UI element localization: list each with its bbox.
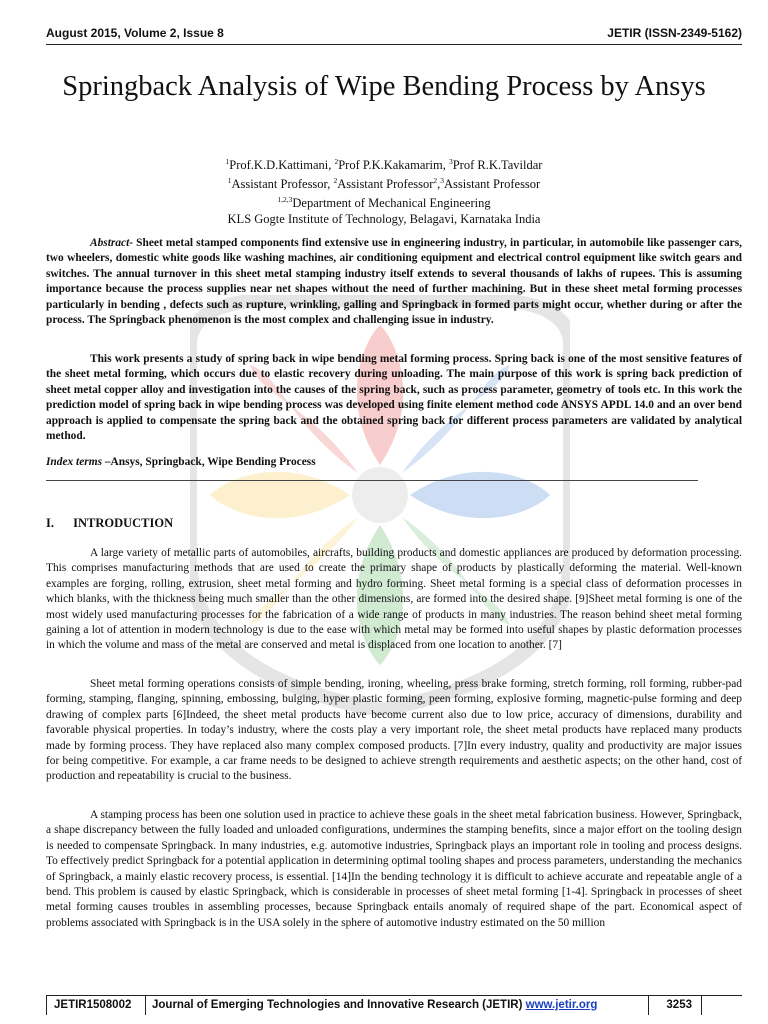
index-terms bbox=[46, 455, 742, 470]
journal-issn: JETIR (ISSN-2349-5162) bbox=[607, 26, 742, 40]
journal-name: Journal of Emerging Technologies and Innovative Research (JETIR) bbox=[152, 999, 526, 1011]
abstract-divider bbox=[46, 480, 698, 481]
author-2-sup: 2 bbox=[334, 157, 339, 166]
intro-paragraph-1: A large variety of metallic parts of automobiles, aircrafts, building products and domestic appliances are produced by deformation processing. This comprises manufacturing methods that are used to create the primary shape of products by plastically deforming the material. Well-known examples are forging, rolling, extrusion, sheet metal forming and hydro forming. Sheet metal forming is a special class of deformation processes in which blanks, with the thickness being much smaller than the other dimensions, are formed into the desired shape. [9]Sheet metal forming is one of the most widely used manufacturing processes for the fabrication of a wide range of products in many industries. The reason behind sheet metal forming gaining a lot of attention in modern technology is due to the ease with which metal may be formed into useful shapes by plastic deformation processes in which the volume and mass of the metal are conserved and metal is displaced from one location to another. [7] bbox=[46, 547, 742, 652]
journal-website-link[interactable]: www.jetir.org bbox=[525, 999, 598, 1011]
author-institute: KLS Gogte Institute of Technology, Belagavi, Karnataka India bbox=[227, 212, 541, 227]
page-header bbox=[46, 20, 742, 48]
page-number: 3253 bbox=[666, 999, 692, 1011]
author-2: Prof P.K.Kakamarim, bbox=[338, 158, 449, 173]
abstract-label: Abstract- bbox=[90, 237, 134, 249]
abstract-paragraph-1 bbox=[46, 236, 742, 328]
intro-paragraph-3: A stamping process has been one solution used in practice to achieve these goals in the sheet metal fabrication business. However, Springback, a shape discrepancy between the fully loaded and unloaded configurations, undermines the stamping benefits, since a major effort on the tooling design is needed to compensate Springback. In many industries, e.g. automotive industries, Springback plays an important role in tooling and process designs. To effectively predict Springback for a potential application in determining optimal tooling shapes and process parameters, understanding the mechanics of Springback, a mainly elastic recovery process, is essential. [14]In the bending technology it is difficult to achieve accurate and repeatable angle of a bend. This problem is caused by elastic Springback, which is considerable in processes of sheet metal forming [1-4]. Springback in processes of sheet metal forming causes troubles in assembling processes, because Springback entails anomaly of required shape of the part. Economical aspect of problems associated with Springback is in the USA solely in the sphere of automotive industry estimated on the 50 million bbox=[46, 809, 742, 929]
footer-journal bbox=[152, 999, 597, 1011]
role-1: Assistant Professor, bbox=[231, 177, 334, 192]
watermark-petal-blue bbox=[410, 472, 550, 518]
author-names bbox=[40, 154, 728, 173]
role-1-sup: 1 bbox=[227, 176, 232, 186]
issue-info: August 2015, Volume 2, Issue 8 bbox=[46, 26, 224, 40]
author-1: Prof.K.D.Kattimani, bbox=[229, 158, 335, 173]
intro-paragraph-2: Sheet metal forming operations consists of simple bending, ironing, wheeling, press brake forming, stretch forming, roll forming, rubber-pad forming, stamping, flanging, spinning, embossing, bulging, hyper plastic forming, peen forming, explosive forming, magnetic-pulse forming and deep drawing of complex parts [6]Indeed, the sheet metal products have become current also due to low price, accuracy of dimensions, durability and favorable physical properties. In today’s industry, where the costs play a very important role, the sheet metal products have replaced many products made by forming process. They have replaced also many complex composed products. [7]In every industry, quality and productivity are major issues for being competitive. For example, a car frame needs to be designed to achieve strength requirements and aesthetic aspects; on the other hand, cost of production and repeatability is crucial to the business. bbox=[46, 678, 742, 783]
watermark-center bbox=[352, 467, 408, 523]
role-3: Assistant Professor bbox=[444, 177, 541, 192]
watermark-petal-yellow bbox=[210, 472, 350, 518]
department: Department of Mechanical Engineering bbox=[292, 196, 491, 211]
role-3-sup: 3 bbox=[440, 176, 445, 186]
role-2: Assistant Professor bbox=[337, 177, 434, 192]
author-block bbox=[40, 154, 728, 227]
dept-sup: 1,2,3 bbox=[277, 195, 293, 205]
article-id: JETIR1508002 bbox=[54, 999, 132, 1011]
index-terms-text: –Ansys, Springback, Wipe Bending Process bbox=[102, 456, 316, 468]
role-sep: , bbox=[437, 177, 441, 192]
author-roles bbox=[40, 173, 728, 192]
abstract-paragraph-2: This work presents a study of spring back in wipe bending metal forming process. Spring back is one of the most sensitive features of the sheet metal forming, which occurs due to elastic recovery during unloading. The main purpose of this work is spring back prediction of sheet metal copper alloy and investigation into the causes of the spring back, such as process parameter, geometry of tools etc. In this work the prediction model of spring back in wipe bending process was developed using finite element method code ANSYS APDL 14.0 and an over bend approach is applied to compensate the spring back and the obtained spring back for different process parameters are validated by analytical method. bbox=[46, 353, 742, 443]
section-number: I. bbox=[46, 516, 54, 530]
section-title: INTRODUCTION bbox=[73, 516, 174, 530]
header-rule bbox=[46, 44, 742, 45]
section-heading bbox=[46, 516, 173, 531]
abstract-text-1: Sheet metal stamped components find extensive use in engineering industry, in particular, in automobile like passenger cars, two wheelers, domestic white goods like washing machines, air conditioning equipment and electrical control equipment like switch gears and switches. The annual turnover in this sheet metal stamping industry itself extends to several thousands of lakhs of rupees. This is assuming importance because the process supplies near net shapes without the need of further machining. But in these sheet metal forming processes particularly in bending , defects such as rupture, wrinkling, galling and Springback in formed parts might occur, whether during or after the process. The Springback phenomenon is the most complex and challenging issue in industry. bbox=[46, 237, 742, 327]
footer-rule bbox=[46, 995, 742, 996]
role-2-sup: 2 bbox=[333, 176, 338, 186]
author-3: Prof R.K.Tavildar bbox=[452, 158, 543, 173]
author-3-sup: 3 bbox=[448, 157, 453, 166]
author-department bbox=[40, 192, 728, 211]
page-footer bbox=[46, 995, 742, 1017]
paper-title: Springback Analysis of Wipe Bending Process by Ansys bbox=[62, 71, 706, 102]
index-terms-label: Index terms bbox=[46, 456, 103, 468]
role-2b-sup: 2 bbox=[433, 176, 438, 186]
author-1-sup: 1 bbox=[225, 157, 230, 166]
